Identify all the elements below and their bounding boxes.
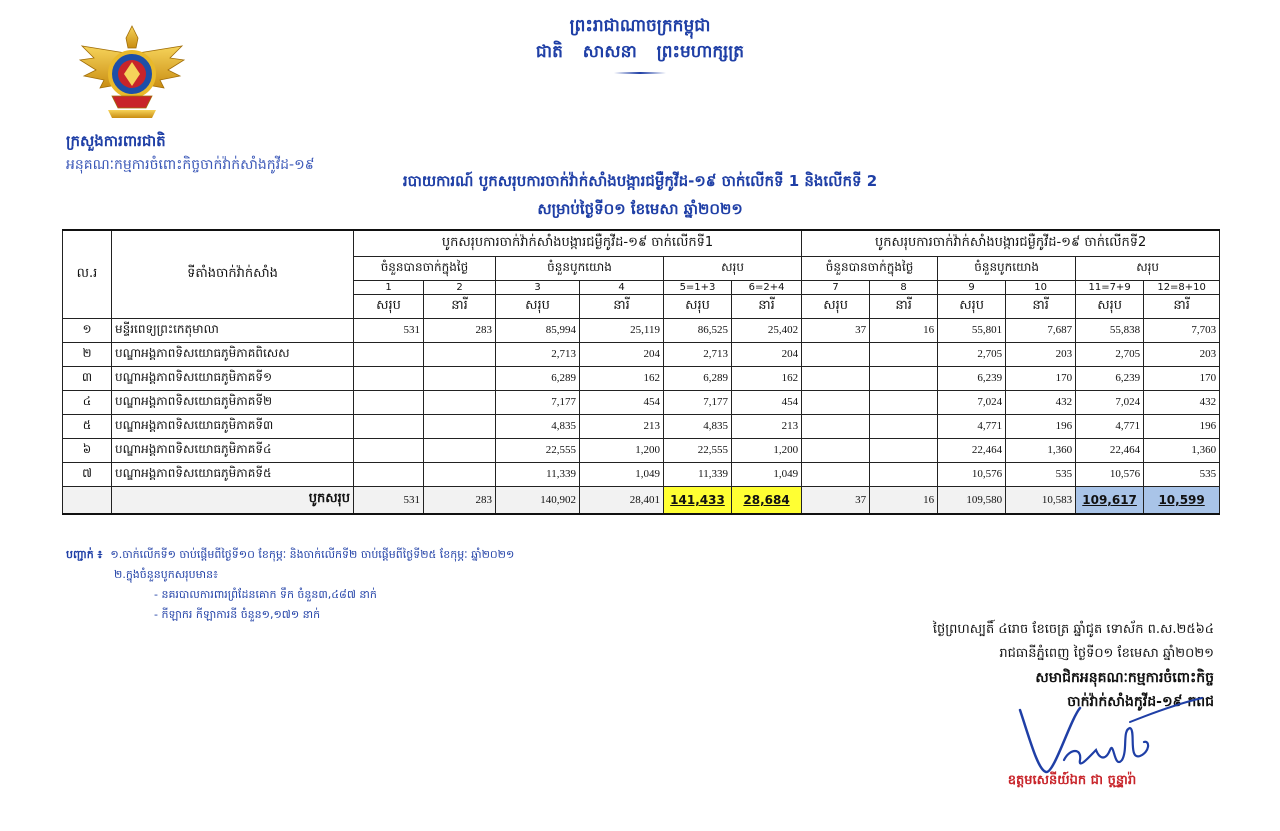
table-row (63, 414, 1220, 438)
table-cell: 25,402 (732, 318, 802, 342)
table-cell (424, 342, 496, 366)
table-cell: 4,835 (496, 414, 580, 438)
table-cell: 2,705 (1076, 342, 1144, 366)
report-title: របាយការណ៍ បូកសរុបការចាក់វ៉ាក់សាំងបង្ការជម្ងឺកូវីដ-១៩ ចាក់លើកទី 1 និងលើកទី 2 (402, 172, 878, 190)
grand-total-cell: 531 (354, 486, 424, 514)
col-number: 11=7+9 (1076, 280, 1144, 294)
col-label-total: សរុប (496, 294, 580, 318)
col-label-female: នារី (424, 294, 496, 318)
table-cell: 55,838 (1076, 318, 1144, 342)
notes-section (66, 545, 514, 625)
col-label-total: សរុប (1076, 294, 1144, 318)
table-cell (354, 390, 424, 414)
row-number: ៧ (63, 462, 112, 486)
grand-total-cell: 109,580 (938, 486, 1006, 514)
row-place-name: មន្ទីរពេទ្យព្រះកេតុមាលា (112, 318, 354, 342)
table-cell: 1,200 (580, 438, 664, 462)
note-line: ១.ចាក់លើកទី១ ចាប់ផ្តើមពីថ្ងៃទី១០ ខែកុម្ភៈ និងចាក់លើកទី២ ចាប់ផ្តើមពីថ្ងៃទី២៥ ខែកុម្ភៈ ឆ្នាំ២០២១ (110, 548, 515, 561)
group-header-dose2: បូកសរុបការចាក់វ៉ាក់សាំងបង្ការជម្ងឺកូវីដ-១៩ ចាក់លើកទី2 (802, 230, 1220, 256)
col-number: 8 (870, 280, 938, 294)
col-label-total: សរុប (802, 294, 870, 318)
signer-name: ឧត្តមសេនីយ៍ឯក ជា ចន្ទ្ណារ៉ា (1007, 773, 1137, 788)
lunar-date: ថ្ងៃព្រហស្បតិ៍ ៤រោច ខែចេត្រ ឆ្នាំជូត ទោស័ក ព.ស.២៥៦៤ (932, 622, 1214, 637)
table-cell: 10,576 (938, 462, 1006, 486)
table-cell: 213 (732, 414, 802, 438)
row-number: ៣ (63, 366, 112, 390)
table-cell: 7,024 (1076, 390, 1144, 414)
table-cell: 55,801 (938, 318, 1006, 342)
table-cell: 196 (1006, 414, 1076, 438)
row-place-name: បណ្ឌាអង្គភាពទិសយោធភូមិភាគទី៤ (112, 438, 354, 462)
kingdom-name: ព្រះរាជាណាចក្រកម្ពុជា (569, 16, 711, 36)
col-label-female: នារី (1006, 294, 1076, 318)
grand-total-blank (63, 486, 112, 514)
sub-header-today: ចំនួនបានចាក់ក្នុងថ្ងៃ (354, 256, 496, 280)
table-cell: 25,119 (580, 318, 664, 342)
table-cell: 4,771 (938, 414, 1006, 438)
grand-total-cell: 16 (870, 486, 938, 514)
row-place-name: បណ្ឌាអង្គភាពទិសយោធភូមិភាគពិសេស (112, 342, 354, 366)
col-number: 2 (424, 280, 496, 294)
table-cell: 4,771 (1076, 414, 1144, 438)
table-cell: 535 (1144, 462, 1220, 486)
table-cell: 1,049 (580, 462, 664, 486)
table-cell: 37 (802, 318, 870, 342)
table-cell: 203 (1006, 342, 1076, 366)
grand-total-cell: 283 (424, 486, 496, 514)
table-cell: 204 (580, 342, 664, 366)
signer-position: សមាជិកអនុគណៈកម្មការចំពោះកិច្ច (1035, 670, 1214, 686)
table-cell: 11,339 (664, 462, 732, 486)
col-header-place: ទីតាំងចាក់វ៉ាក់សាំង (112, 230, 354, 318)
table-cell: 454 (732, 390, 802, 414)
notes-label: បញ្ជាក់ ៖ (66, 548, 103, 561)
table-cell (870, 414, 938, 438)
table-cell: 10,576 (1076, 462, 1144, 486)
col-number: 9 (938, 280, 1006, 294)
table-cell (802, 438, 870, 462)
sub-header-cumulative: ចំនួនបូកយោង (938, 256, 1076, 280)
col-label-total: សរុប (938, 294, 1006, 318)
table-cell: 170 (1006, 366, 1076, 390)
table-cell: 7,687 (1006, 318, 1076, 342)
table-cell: 6,239 (1076, 366, 1144, 390)
table-cell: 1,200 (732, 438, 802, 462)
note-line: - កីឡាករ កីឡាការនី ចំនួន១,១៧១ នាក់ (154, 608, 321, 621)
table-cell: 2,705 (938, 342, 1006, 366)
table-cell (802, 462, 870, 486)
col-label-total: សរុប (664, 294, 732, 318)
table-cell (354, 462, 424, 486)
vaccination-table (62, 229, 1220, 515)
table-cell (354, 438, 424, 462)
table-cell: 432 (1144, 390, 1220, 414)
row-number: ៦ (63, 438, 112, 462)
subcommittee-name: អនុគណៈកម្មការចំពោះកិច្ចចាក់វ៉ាក់សាំងកូវីដ-១៩ (66, 157, 315, 173)
table-cell: 170 (1144, 366, 1220, 390)
note-line: ២.ក្នុងចំនួនបូកសរុបមាន៖ (114, 568, 218, 581)
table-cell: 213 (580, 414, 664, 438)
report-date: សម្រាប់ថ្ងៃទី០១ ខែមេសា ឆ្នាំ២០២១ (537, 200, 743, 218)
group-header-dose1: បូកសរុបការចាក់វ៉ាក់សាំងបង្ការជម្ងឺកូវីដ-១៩ ចាក់លើកទី1 (354, 230, 802, 256)
col-number: 5=1+3 (664, 280, 732, 294)
grand-total-dose2-total: 109,617 (1076, 486, 1144, 514)
table-cell (354, 342, 424, 366)
national-motto: ជាតិ សាសនា ព្រះមហាក្សត្រ (535, 42, 745, 62)
table-cell (870, 366, 938, 390)
table-row (63, 390, 1220, 414)
table-cell: 203 (1144, 342, 1220, 366)
grand-total-cell: 10,583 (1006, 486, 1076, 514)
place-date: រាជធានីភ្នំពេញ ថ្ងៃទី០១ ខែមេសា ឆ្នាំ២០២១ (999, 646, 1214, 661)
table-cell: 22,464 (1076, 438, 1144, 462)
col-number: 6=2+4 (732, 280, 802, 294)
grand-total-dose2-female: 10,599 (1144, 486, 1220, 514)
table-row (63, 462, 1220, 486)
col-number: 7 (802, 280, 870, 294)
table-cell: 283 (424, 318, 496, 342)
kingdom-header (440, 14, 840, 74)
table-cell: 531 (354, 318, 424, 342)
grand-total-row (63, 486, 1220, 514)
col-label-female: នារី (870, 294, 938, 318)
table-cell (802, 414, 870, 438)
table-cell: 4,835 (664, 414, 732, 438)
table-cell (870, 390, 938, 414)
col-number: 1 (354, 280, 424, 294)
col-number: 3 (496, 280, 580, 294)
table-cell (424, 462, 496, 486)
col-number: 4 (580, 280, 664, 294)
sub-header-cumulative: ចំនួនបូកយោង (496, 256, 664, 280)
row-number: ៥ (63, 414, 112, 438)
sub-header-total: សរុប (1076, 256, 1220, 280)
sub-header-today: ចំនួនបានចាក់ក្នុងថ្ងៃ (802, 256, 938, 280)
grand-total-dose1-female: 28,684 (732, 486, 802, 514)
header-ornament (614, 72, 666, 74)
grand-total-cell: 140,902 (496, 486, 580, 514)
table-cell: 1,360 (1144, 438, 1220, 462)
table-row (63, 318, 1220, 342)
table-cell (802, 342, 870, 366)
table-cell: 1,360 (1006, 438, 1076, 462)
table-cell: 196 (1144, 414, 1220, 438)
table-row (63, 366, 1220, 390)
table-cell: 22,464 (938, 438, 1006, 462)
ministry-name: ក្រសួងការពារជាតិ (66, 132, 166, 150)
col-header-no: ល.រ (63, 230, 112, 318)
table-cell (424, 390, 496, 414)
table-cell: 6,239 (938, 366, 1006, 390)
row-number: ១ (63, 318, 112, 342)
table-cell (424, 366, 496, 390)
table-cell (802, 366, 870, 390)
col-number: 10 (1006, 280, 1076, 294)
table-cell: 454 (580, 390, 664, 414)
row-place-name: បណ្ឌាអង្គភាពទិសយោធភូមិភាគទី៥ (112, 462, 354, 486)
table-cell: 16 (870, 318, 938, 342)
sub-header-total: សរុប (664, 256, 802, 280)
row-place-name: បណ្ឌាអង្គភាពទិសយោធភូមិភាគទី២ (112, 390, 354, 414)
table-cell (802, 390, 870, 414)
table-cell: 7,703 (1144, 318, 1220, 342)
table-cell (354, 366, 424, 390)
grand-total-label: បូកសរុប (112, 486, 354, 514)
table-cell: 162 (732, 366, 802, 390)
col-label-female: នារី (580, 294, 664, 318)
table-cell: 22,555 (664, 438, 732, 462)
table-cell: 7,024 (938, 390, 1006, 414)
handwritten-signature-icon (1010, 690, 1210, 780)
table-cell (424, 438, 496, 462)
table-cell: 6,289 (496, 366, 580, 390)
table-cell: 11,339 (496, 462, 580, 486)
table-cell: 2,713 (664, 342, 732, 366)
table-cell: 7,177 (496, 390, 580, 414)
table-cell: 7,177 (664, 390, 732, 414)
grand-total-cell: 28,401 (580, 486, 664, 514)
table-cell: 6,289 (664, 366, 732, 390)
table-cell: 535 (1006, 462, 1076, 486)
table-cell (870, 462, 938, 486)
table-cell (870, 438, 938, 462)
table-cell: 162 (580, 366, 664, 390)
grand-total-dose1-total: 141,433 (664, 486, 732, 514)
row-number: ៤ (63, 390, 112, 414)
table-cell: 22,555 (496, 438, 580, 462)
signer-position: ចាក់វ៉ាក់សាំងកូវីដ-១៩ កពជ (1067, 694, 1214, 710)
table-cell: 86,525 (664, 318, 732, 342)
table-cell (354, 414, 424, 438)
table-cell: 204 (732, 342, 802, 366)
table-cell: 432 (1006, 390, 1076, 414)
table-cell: 85,994 (496, 318, 580, 342)
table-row (63, 438, 1220, 462)
row-place-name: បណ្ឌាអង្គភាពទិសយោធភូមិភាគទី៣ (112, 414, 354, 438)
col-label-female: នារី (732, 294, 802, 318)
table-cell (424, 414, 496, 438)
col-label-total: សរុប (354, 294, 424, 318)
table-cell (870, 342, 938, 366)
note-line: - នគរបាលការពារព្រំដែនគោក ទឹក ចំនួន៣,៤៨៧ នាក់ (154, 588, 377, 601)
table-cell: 1,049 (732, 462, 802, 486)
row-place-name: បណ្ឌាអង្គភាពទិសយោធភូមិភាគទី១ (112, 366, 354, 390)
table-cell: 2,713 (496, 342, 580, 366)
table-row (63, 342, 1220, 366)
col-number: 12=8+10 (1144, 280, 1220, 294)
grand-total-cell: 37 (802, 486, 870, 514)
col-label-female: នារី (1144, 294, 1220, 318)
ministry-emblem-icon (72, 24, 192, 124)
row-number: ២ (63, 342, 112, 366)
